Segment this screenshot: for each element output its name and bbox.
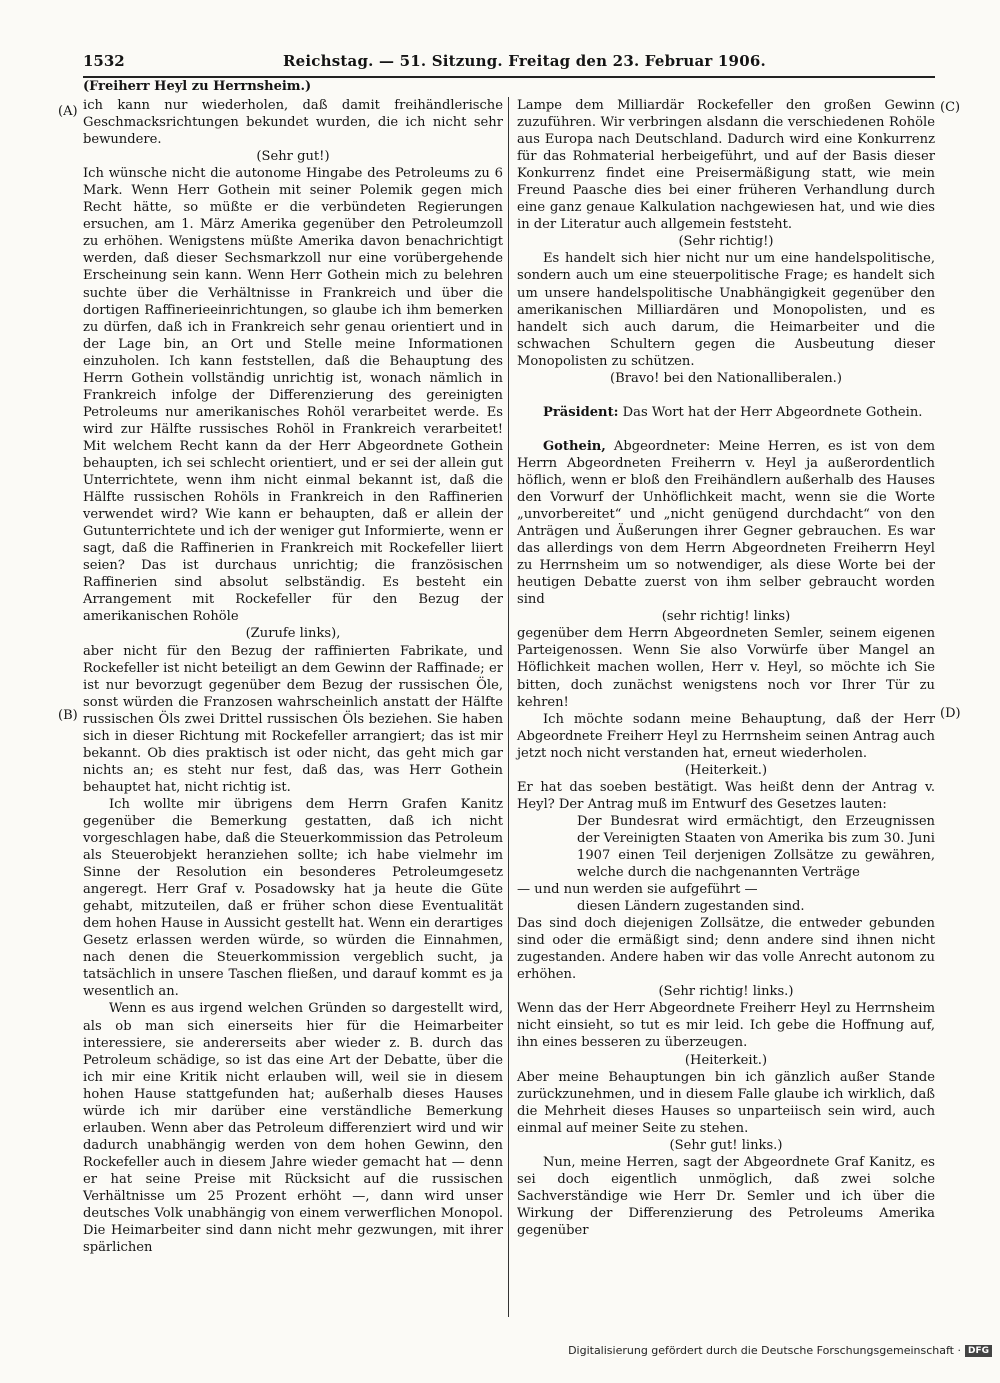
interjection: (Sehr gut!) (256, 149, 330, 165)
speaker-name: Gothein, (543, 438, 606, 454)
right-column (517, 97, 935, 1239)
paragraph: — und nun werden sie aufgeführt — (517, 882, 758, 898)
interjection: (sehr richtig! links) (661, 609, 791, 625)
interjection: (Sehr richtig! links.) (658, 984, 794, 1000)
paragraph: Nun, meine Herren, sagt der Abgeordnete Graf Kanitz, es sei doch eigentlich unmöglich, daß zwei solche Sachverständige wie Herr Dr. Semler und ich über die Wirkung der Differenzierung des Petroleums Amerika gegenüber (517, 1154, 935, 1238)
footer-credit: Digitalisierung gefördert durch die Deutsche Forschungsgemeinschaft · (568, 1344, 961, 1357)
interjection: (Zurufe links), (245, 626, 341, 642)
page-number: 1532 (83, 52, 125, 70)
paragraph: Es handelt sich hier nicht nur um eine handelspolitische, sondern auch um eine steuerpolitische Frage; es handelt sich um unsere handelspolitische Unabhängigkeit gegenüber den amerikanischen Milliardären und Monopolisten, und es handelt sich auch darum, die Heimarbeiter und die schwachen Schultern gegen die Ausbeutung dieser Monopolisten zu schützen. (517, 251, 935, 369)
quoted-text: diesen Ländern zugestanden sind. (577, 899, 805, 915)
paragraph: Lampe dem Milliardär Rockefeller den großen Gewinn zuzuführen. Wir verbringen alsdann die verschiedenen Rohöle aus Europa nach Deutschland. Dadurch wird eine Konkurrenz für das Rohmaterial herbeigeführt, und auf der Basis dieser Konkurrenz findet eine Preisermäßigung statt, wie mein Freund Paasche dies bei einer früheren Verhandlung durch eine ganz genaue Kalkulation nachgewiesen hat, und wie dies in der Literatur auch allgemein feststeht. (517, 98, 935, 233)
statement-text: Abgeordneter: Meine Herren, es ist von dem Herrn Abgeordneten Freiherrn v. Heyl ja außerordentlich höflich, wenn er bloß den Freihändlern außerhalb des Hauses den Vorwurf der Unhöflichkeit macht, wenn sie die Worte „unvorbereitet“ und „nicht genügend durchdacht“ von den Anträgen und Äußerungen ihrer Gegner gebrauchen. Es war das allerdings von dem Herrn Abgeordneten Freiherrn Heyl zu Herrnsheim um so notwendiger, als diese Worte bei der heutigen Debatte zuerst von ihm selber gebraucht worden sind (517, 438, 935, 608)
paragraph: Er hat das soeben bestätigt. Was heißt denn der Antrag v. Heyl? Der Antrag muß im Entwurf des Gesetzes lauten: (517, 779, 935, 812)
margin-marker-d: (D) (940, 706, 961, 721)
speech-start (517, 438, 935, 608)
paragraph: Wenn das der Herr Abgeordnete Freiherr Heyl zu Herrnsheim nicht einsieht, so tut es mir leid. Ich gebe die Hoffnung auf, ihn eines besseren zu überzeugen. (517, 1001, 935, 1051)
running-speaker: (Freiherr Heyl zu Herrnsheim.) (83, 79, 312, 94)
page-header (83, 50, 933, 74)
paragraph: Das sind doch diejenigen Zollsätze, die entweder gebunden sind oder die ermäßigt sind; denn andere sind ihnen nicht zugestanden. Andere haben wir das volle Anrecht autonom zu erhöhen. (517, 916, 935, 983)
left-column (83, 97, 503, 1256)
paragraph: Ich wünsche nicht die autonome Hingabe des Petroleums zu 6 Mark. Wenn Herr Gothein mit seiner Polemik gegen mich Recht hätte, so müßte er die verbündeten Regierungen ersuchen, am 1. März Amerika gegenüber den Petroleumzoll zu erhöhen. Wenigstens müßte Amerika davon benachrichtigt werden, daß dieser Sechsmarkzoll nur eine vorübergehende Erscheinung sein kann. Wenn Herr Gothein mich zu belehren suchte über die Verhältnisse in Frankreich und über die dortigen Raffinerieeinrichtungen, so glaube ich ihm bemerken zu dürfen, daß ich in Frankreich sehr genau orientiert und in der Lage bin, an Ort und Stelle meine Informationen einzuholen. Ich kann feststellen, daß die Behauptung des Herrn Gothein vollständig unrichtig ist, wonach nämlich in Frankreich infolge der Differenzierung des gereinigten Petroleums nur amerikanisches Rohöl verarbeitet werde. Es wird zur Hälfte russisches Rohöl in Frankreich verarbeitet! Mit welchem Recht kann da der Herr Abgeordnete Gothein behaupten, ich sei schlecht orientiert, und er sei der allein gut Unterrichtete, wenn ihm nicht einmal bekannt ist, daß die Hälfte russischen Rohöls in Frankreich in den Raffinerien verwendet wird? Wie kann er behaupten, daß er allein der Gutunterrichtete und ich der weniger gut Informierte, wenn er sagt, daß die Raffinerien in Frankreich mit Rockefeller liiert seien? Das ist durchaus unrichtig; die französischen Raffinerien sind absolut selbständig. Es besteht ein Arrangement mit Rockefeller für den Bezug der amerikanischen Rohöle (83, 166, 503, 625)
margin-marker-b: (B) (58, 708, 78, 723)
paragraph: Ich wollte mir übrigens dem Herrn Grafen Kanitz gegenüber die Bemerkung gestatten, daß ich nicht vorgeschlagen habe, daß die Steuerkommission das Petroleum als Steuerobjekt heranziehen sollte; ich habe vielmehr im Sinne der Resolution ein besonderes Petroleumgesetz angeregt. Herr Graf v. Posadowsky hat ja heute die Güte gehabt, mitzuteilen, daß er früher schon diese Eventualität dem hohen Hause in Aussicht gestellt hat. Wenn ein derartiges Gesetz erlassen werden würde, so würden die Einnahmen, nach denen die Steuerkommission vergeblich sucht, ja tatsächlich in unsere Taschen fließen, und darauf kommt es ja wesentlich an. (83, 796, 503, 1000)
page-title: Reichstag. — 51. Sitzung. Freitag den 23. Februar 1906. (283, 52, 766, 70)
paragraph: aber nicht für den Bezug der raffinierten Fabrikate, und Rockefeller ist nicht beteiligt an dem Gewinn der Raffinade; er ist nur bevorzugt gegenüber dem Bezug der russischen Öle, sonst würden die Franzosen wahrscheinlich anstatt der Hälfte russischen Öls zwei Drittel russischen Öls beziehen. Sie haben sich in dieser Richtung mit Rockefeller arrangiert; das ist mir bekannt. Ob dies praktisch ist oder nicht, das geht mich gar nichts an; es steht nur fest, daß das, was Herr Gothein behauptet hat, nicht richtig ist. (83, 643, 503, 795)
paragraph: Wenn es aus irgend welchen Gründen so dargestellt wird, als ob man sich einerseits hier für die Heimarbeiter interessiere, sie andererseits aber wieder z. B. durch das Petroleum schädige, so ist das eine Art der Debatte, über die ich mir eine Kritik nicht erlauben will, weil sie in diesem hohen Hause stattgefunden hat; außerhalb dieses Hauses würde ich mir darüber eine verständliche Bemerkung erlauben. Wenn aber das Petroleum differenziert wird und wir dadurch unabhängig werden von dem hohen Gewinn, den Rockefeller auch in diesem Jahre wieder gemacht hat — denn er hat seine Preise mit Rücksicht auf die russischen Verhältnisse um 25 Prozent erhöht —, dann wird unser deutsches Volk unabhängig von einem verwerflichen Monopol. Die Heimarbeiter sind dann nicht mehr gezwungen, mit ihrer spärlichen (83, 1001, 503, 1256)
footer (568, 1344, 992, 1357)
paragraph: Aber meine Behauptungen bin ich gänzlich außer Stande zurückzunehmen, und in diesem Falle glaube ich wirklich, daß die Mehrheit dieses Hauses so unparteiisch sein wird, auch einmal auf meiner Seite zu stehen. (517, 1069, 935, 1136)
paragraph: gegenüber dem Herrn Abgeordneten Semler, seinem eigenen Parteigenossen. Wenn Sie also Vorwürfe über Mangel an Höflichkeit machen wollen, Herr v. Heyl, so möchte ich Sie bitten, doch zunächst wenigstens noch vor Ihrer Tür zu kehren! (517, 626, 935, 710)
header-rule (83, 76, 935, 78)
president-statement (517, 404, 935, 421)
paragraph: Ich möchte sodann meine Behauptung, daß der Herr Abgeordnete Freiherr Heyl zu Herrnsheim seinen Antrag auch jetzt noch nicht verstanden hat, erneut wiederholen. (517, 711, 935, 761)
interjection: (Bravo! bei den Nationalliberalen.) (610, 370, 842, 386)
margin-marker-a: (A) (58, 104, 78, 119)
speaker-name: Präsident: (543, 404, 619, 420)
quoted-text: Der Bundesrat wird ermächtigt, den Erzeugnissen der Vereinigten Staaten von Amerika bis zum 30. Juni 1907 einen Teil derjenigen Zollsätze zu gewähren, welche durch die nachgenannten Verträge (577, 813, 935, 881)
interjection: (Heiterkeit.) (684, 1052, 768, 1068)
dfg-logo: DFG (965, 1345, 992, 1357)
margin-marker-c: (C) (940, 100, 961, 115)
interjection: (Sehr gut! links.) (669, 1137, 783, 1153)
statement-text: Das Wort hat der Herr Abgeordnete Gothein. (622, 404, 923, 420)
interjection: (Sehr richtig!) (678, 234, 774, 250)
paragraph: ich kann nur wiederholen, daß damit freihändlerische Geschmacksrichtungen bekundet wurden, die ich nicht sehr bewundere. (83, 98, 503, 148)
interjection: (Heiterkeit.) (684, 762, 768, 778)
column-divider (508, 97, 509, 1317)
